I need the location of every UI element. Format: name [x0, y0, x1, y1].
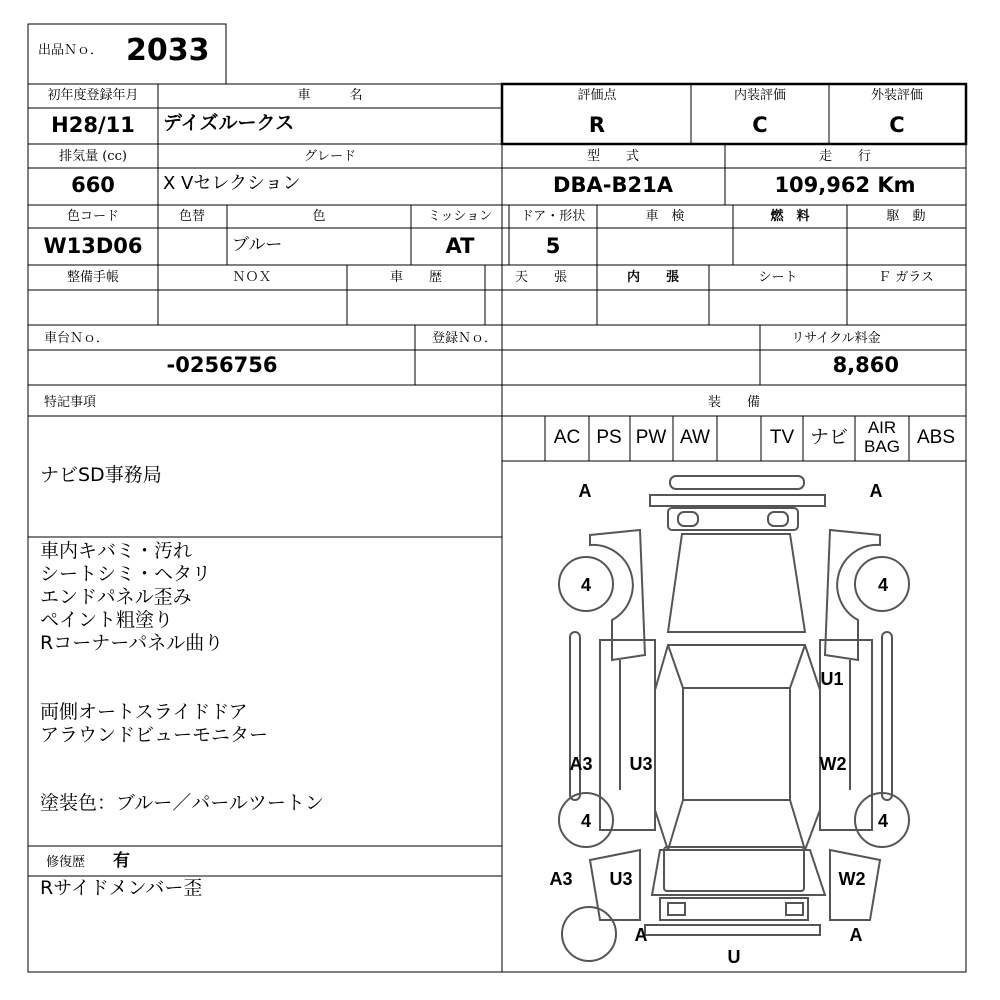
damage-w2-low: W2 [838, 869, 866, 889]
mileage-value: 109,962 Km [774, 173, 916, 197]
equip-airbag-line1: AIR [867, 418, 897, 437]
grade-label: グレード [303, 149, 357, 164]
mileage-label: 走 行 [818, 149, 872, 164]
equipment-label: 装 備 [707, 395, 761, 410]
equip-pw: PW [635, 427, 667, 448]
equip-tv: TV [769, 427, 795, 448]
notes-line-1: ナビSD事務局 [40, 464, 162, 486]
score-value: R [588, 113, 606, 137]
roof-label: 天 張 [514, 270, 568, 285]
fglass-label: Ｆ ガラス [878, 270, 934, 285]
repair-label: 修復歴 [46, 855, 86, 870]
exterior-label: 外装評価 [870, 88, 924, 103]
notes-item: アラウンドビューモニター [40, 724, 269, 746]
damage-front-left: A [578, 481, 592, 501]
damage-u1: U1 [820, 669, 844, 689]
notes-list-2 [40, 701, 268, 747]
damage-front-right: A [869, 481, 883, 501]
nox-label: ＮＯＸ [232, 270, 272, 285]
reg-value: H28/11 [51, 113, 135, 137]
reg-label: 初年度登録年月 [47, 88, 139, 103]
grade-value: X Vセレクション [163, 173, 301, 194]
name-value: デイズルークス [163, 112, 295, 134]
damage-rear-left: A [634, 925, 648, 945]
tire-rear-left: 4 [580, 811, 592, 831]
recycle-label: リサイクル料金 [791, 331, 881, 346]
displacement-label: 排気量 (cc) [59, 149, 127, 164]
inspection-label: 車 検 [645, 209, 685, 224]
history-label: 車 歴 [389, 270, 443, 285]
interior-label: 内装評価 [733, 88, 787, 103]
seat-label: シート [758, 270, 798, 285]
equip-airbag-line2: BAG [864, 437, 900, 456]
repaint-label: 色替 [178, 209, 206, 224]
notes-label: 特記事項 [44, 395, 97, 410]
interior-value: C [752, 113, 768, 137]
record-label: 整備手帳 [66, 270, 120, 285]
equip-aw: AW [680, 427, 710, 448]
model-value: DBA-B21A [553, 173, 673, 197]
color-value: ブルー [232, 235, 283, 255]
equip-ac: AC [553, 427, 581, 448]
equip-navi: ナビ [809, 427, 849, 448]
fuel-label: 燃 料 [770, 209, 810, 224]
damage-u3-low: U3 [609, 869, 633, 889]
lot-number: 2033 [126, 33, 210, 68]
chassis-label: 車台Ｎｏ． [44, 331, 110, 346]
tire-front-right: 4 [877, 575, 889, 595]
equip-abs: ABS [916, 427, 956, 448]
regno-label: 登録Ｎｏ． [432, 331, 498, 346]
mission-label: ミッション [427, 209, 493, 224]
color-code-label: 色コード [66, 209, 120, 224]
notes-item: Rコーナーパネル曲り [40, 632, 224, 654]
damage-a3-low: A3 [549, 869, 573, 889]
drive-label: 駆 動 [886, 209, 926, 224]
score-label: 評価点 [577, 88, 617, 103]
inner-label: 内 張 [626, 270, 680, 285]
color-label: 色 [312, 209, 326, 224]
door-label: ドア・形状 [520, 209, 586, 224]
repair-detail: Rサイドメンバー歪 [40, 877, 203, 899]
damage-rear-center: U [727, 947, 741, 967]
repair-value: 有 [113, 851, 130, 871]
notes-item: 両側オートスライドドア [40, 701, 248, 723]
notes-item: シートシミ・ヘタリ [40, 563, 212, 585]
notes-list [40, 540, 223, 655]
mission-value: AT [445, 234, 475, 258]
color-code-value: W13D06 [43, 234, 143, 258]
recycle-value: 8,860 [832, 353, 899, 377]
name-label: 車 名 [297, 88, 363, 103]
notes-item: エンドパネル歪み [40, 586, 192, 608]
damage-w2-mid: W2 [819, 754, 847, 774]
displacement-value: 660 [71, 173, 115, 197]
notes-paint: 塗装色：ブルー／パールツートン [40, 792, 324, 814]
damage-u3-mid: U3 [629, 754, 653, 774]
notes-item: ペイント粗塗り [40, 609, 174, 631]
exterior-value: C [889, 113, 905, 137]
tire-rear-right: 4 [877, 811, 889, 831]
tire-front-left: 4 [580, 575, 592, 595]
equip-ps: PS [596, 427, 622, 448]
door-value: 5 [545, 234, 561, 258]
notes-item: 車内キバミ・汚れ [40, 540, 193, 562]
chassis-value: -0256756 [166, 353, 278, 377]
model-label: 型 式 [586, 149, 640, 164]
lot-label: 出品Ｎｏ． [38, 43, 104, 58]
damage-rear-right: A [849, 925, 863, 945]
damage-a3-mid: A3 [569, 754, 593, 774]
